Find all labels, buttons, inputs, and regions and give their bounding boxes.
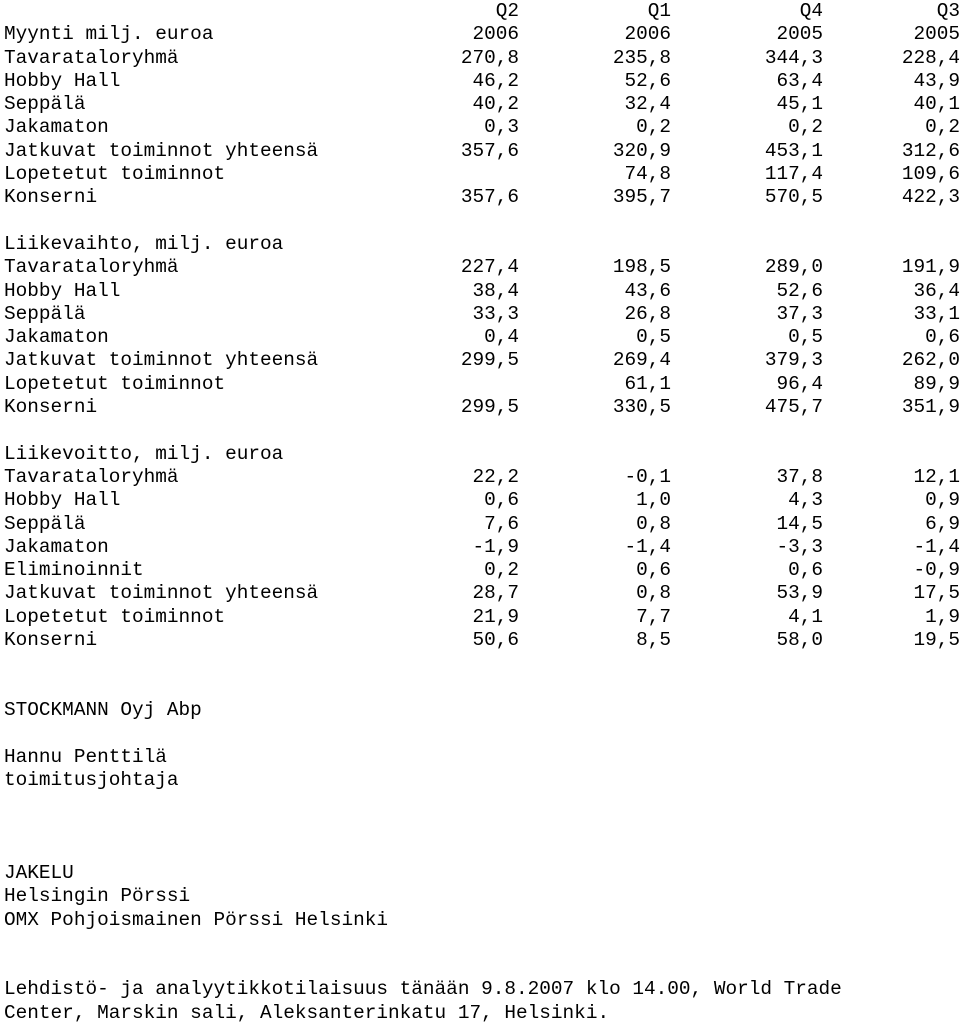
value-cell: 379,3 <box>764 349 823 372</box>
quarter-label: Q3 <box>936 0 960 22</box>
spacer <box>4 815 960 838</box>
value-cell: 17,5 <box>913 582 960 605</box>
value-cell: 0,8 <box>636 512 671 535</box>
table-row <box>4 163 960 186</box>
document-page <box>4 0 960 1025</box>
table-row <box>4 303 960 326</box>
value-cell: 7,7 <box>636 605 671 628</box>
value-cell: 0,2 <box>788 116 823 139</box>
value-cell: 357,6 <box>460 186 519 209</box>
table-row <box>4 256 960 279</box>
value-cell: 63,4 <box>776 69 823 92</box>
year-label: 2005 <box>776 23 823 46</box>
value-cell: 270,8 <box>460 46 519 69</box>
value-cell: -1,9 <box>472 535 519 558</box>
table-row <box>4 349 960 372</box>
value-cell: 38,4 <box>472 279 519 302</box>
value-cell: 357,6 <box>460 139 519 162</box>
row-label: Hobby Hall <box>4 279 121 302</box>
table-row <box>4 489 960 512</box>
value-cell: 0,4 <box>484 326 519 349</box>
spacer <box>4 955 960 978</box>
value-cell: 0,2 <box>925 116 960 139</box>
value-cell: 475,7 <box>764 396 823 419</box>
section-title: Liikevaihto, milj. euroa <box>4 232 284 255</box>
row-label: Jatkuvat toiminnot yhteensä <box>4 139 319 162</box>
event-info-line: Lehdistö- ja analyytikkotilaisuus tänään 9.8.2007 klo 14.00, World Trade <box>4 978 842 1001</box>
value-cell: 6,9 <box>925 512 960 535</box>
row-label: Jatkuvat toiminnot yhteensä <box>4 349 319 372</box>
value-cell: 74,8 <box>624 163 671 186</box>
value-cell: 4,3 <box>788 489 823 512</box>
spacer <box>4 792 960 815</box>
value-cell: 89,9 <box>913 372 960 395</box>
operating-profit-title-row <box>4 443 960 466</box>
spacer <box>4 210 960 233</box>
value-cell: 96,4 <box>776 372 823 395</box>
value-cell: 0,3 <box>484 116 519 139</box>
row-label: Jatkuvat toiminnot yhteensä <box>4 582 319 605</box>
value-cell: 0,6 <box>484 489 519 512</box>
value-cell: 262,0 <box>901 349 960 372</box>
spacer <box>4 419 960 442</box>
table-row <box>4 466 960 489</box>
value-cell: 1,0 <box>636 489 671 512</box>
value-cell: 0,8 <box>636 582 671 605</box>
company-name: STOCKMANN Oyj Abp <box>4 698 202 721</box>
row-label: Eliminoinnit <box>4 559 144 582</box>
spacer <box>4 932 960 955</box>
value-cell: 299,5 <box>460 396 519 419</box>
value-cell: 228,4 <box>901 46 960 69</box>
quarter-label: Q4 <box>799 0 823 22</box>
table-row <box>4 70 960 93</box>
value-cell: 19,5 <box>913 629 960 652</box>
value-cell: 0,9 <box>925 489 960 512</box>
table-row <box>4 116 960 139</box>
revenue-table <box>4 256 960 419</box>
value-cell: 0,6 <box>925 326 960 349</box>
value-cell: 33,1 <box>913 302 960 325</box>
value-cell: 21,9 <box>472 605 519 628</box>
value-cell: 37,8 <box>776 465 823 488</box>
value-cell: 312,6 <box>901 139 960 162</box>
value-cell: 344,3 <box>764 46 823 69</box>
row-label: Hobby Hall <box>4 489 121 512</box>
value-cell: 32,4 <box>624 93 671 116</box>
signer-name: Hannu Penttilä <box>4 745 167 768</box>
value-cell: 61,1 <box>624 372 671 395</box>
value-cell: 0,5 <box>636 326 671 349</box>
value-cell: 14,5 <box>776 512 823 535</box>
value-cell: 4,1 <box>788 605 823 628</box>
table-row <box>4 140 960 163</box>
value-cell: 50,6 <box>472 629 519 652</box>
value-cell: 53,9 <box>776 582 823 605</box>
value-cell: 1,9 <box>925 605 960 628</box>
row-label: Konserni <box>4 186 98 209</box>
table-row <box>4 536 960 559</box>
quarter-label: Q1 <box>647 0 671 22</box>
distribution-item: OMX Pohjoismainen Pörssi Helsinki <box>4 908 388 931</box>
distribution-item: Helsingin Pörssi <box>4 885 191 908</box>
table-row <box>4 513 960 536</box>
row-label: Tavarataloryhmä <box>4 465 179 488</box>
table-row <box>4 373 960 396</box>
section-title: Myynti milj. euroa <box>4 23 214 46</box>
value-cell: 453,1 <box>764 139 823 162</box>
value-cell: 43,6 <box>624 279 671 302</box>
operating-profit-table <box>4 466 960 652</box>
value-cell: 299,5 <box>460 349 519 372</box>
value-cell: -0,9 <box>913 559 960 582</box>
value-cell: 28,7 <box>472 582 519 605</box>
year-label: 2006 <box>624 23 671 46</box>
value-cell: -3,3 <box>776 535 823 558</box>
table-row <box>4 629 960 652</box>
value-cell: 330,5 <box>612 396 671 419</box>
row-label: Seppälä <box>4 512 86 535</box>
table-row <box>4 47 960 70</box>
revenue-title-row <box>4 233 960 256</box>
table-row <box>4 186 960 209</box>
value-cell: 191,9 <box>901 256 960 279</box>
value-cell: 58,0 <box>776 629 823 652</box>
table-row <box>4 396 960 419</box>
distribution-heading: JAKELU <box>4 861 74 884</box>
value-cell: 109,6 <box>901 163 960 186</box>
value-cell: 26,8 <box>624 302 671 325</box>
row-label: Konserni <box>4 629 98 652</box>
value-cell: 40,1 <box>913 93 960 116</box>
row-label: Lopetetut toiminnot <box>4 605 226 628</box>
row-label: Lopetetut toiminnot <box>4 372 226 395</box>
value-cell: 0,2 <box>636 116 671 139</box>
row-label: Hobby Hall <box>4 69 121 92</box>
value-cell: 198,5 <box>612 256 671 279</box>
spacer <box>4 676 960 699</box>
value-cell: 52,6 <box>776 279 823 302</box>
value-cell: -0,1 <box>624 465 671 488</box>
row-label: Jakamaton <box>4 326 109 349</box>
year-label: 2006 <box>472 23 519 46</box>
value-cell: 0,2 <box>484 559 519 582</box>
sales-table <box>4 47 960 210</box>
section-title: Liikevoitto, milj. euroa <box>4 442 284 465</box>
spacer <box>4 652 960 675</box>
value-cell: 235,8 <box>612 46 671 69</box>
spacer <box>4 839 960 862</box>
table-row <box>4 582 960 605</box>
value-cell: 36,4 <box>913 279 960 302</box>
value-cell: 351,9 <box>901 396 960 419</box>
table-row <box>4 93 960 116</box>
sales-title-row <box>4 23 960 46</box>
value-cell: 395,7 <box>612 186 671 209</box>
table-row <box>4 280 960 303</box>
value-cell: 52,6 <box>624 69 671 92</box>
value-cell: 570,5 <box>764 186 823 209</box>
quarter-header-row <box>4 0 960 23</box>
value-cell: 0,5 <box>788 326 823 349</box>
value-cell: 0,6 <box>636 559 671 582</box>
value-cell: 37,3 <box>776 302 823 325</box>
year-label: 2005 <box>913 23 960 46</box>
row-label: Konserni <box>4 396 98 419</box>
value-cell: 33,3 <box>472 302 519 325</box>
value-cell: 7,6 <box>484 512 519 535</box>
row-label: Tavarataloryhmä <box>4 256 179 279</box>
quarter-label: Q2 <box>495 0 519 22</box>
value-cell: 12,1 <box>913 465 960 488</box>
value-cell: 269,4 <box>612 349 671 372</box>
row-label: Jakamaton <box>4 535 109 558</box>
table-row <box>4 326 960 349</box>
signer-title: toimitusjohtaja <box>4 768 179 791</box>
value-cell: 8,5 <box>636 629 671 652</box>
event-info-line: Center, Marskin sali, Aleksanterinkatu 17, Helsinki. <box>4 1001 610 1024</box>
table-row <box>4 606 960 629</box>
value-cell: -1,4 <box>913 535 960 558</box>
value-cell: 22,2 <box>472 465 519 488</box>
value-cell: 227,4 <box>460 256 519 279</box>
value-cell: 422,3 <box>901 186 960 209</box>
row-label: Jakamaton <box>4 116 109 139</box>
row-label: Seppälä <box>4 302 86 325</box>
spacer <box>4 722 960 745</box>
value-cell: 40,2 <box>472 93 519 116</box>
table-row <box>4 559 960 582</box>
row-label: Tavarataloryhmä <box>4 46 179 69</box>
value-cell: 289,0 <box>764 256 823 279</box>
row-label: Seppälä <box>4 93 86 116</box>
value-cell: -1,4 <box>624 535 671 558</box>
value-cell: 0,6 <box>788 559 823 582</box>
value-cell: 45,1 <box>776 93 823 116</box>
row-label: Lopetetut toiminnot <box>4 163 226 186</box>
value-cell: 43,9 <box>913 69 960 92</box>
value-cell: 117,4 <box>764 163 823 186</box>
value-cell: 46,2 <box>472 69 519 92</box>
value-cell: 320,9 <box>612 139 671 162</box>
